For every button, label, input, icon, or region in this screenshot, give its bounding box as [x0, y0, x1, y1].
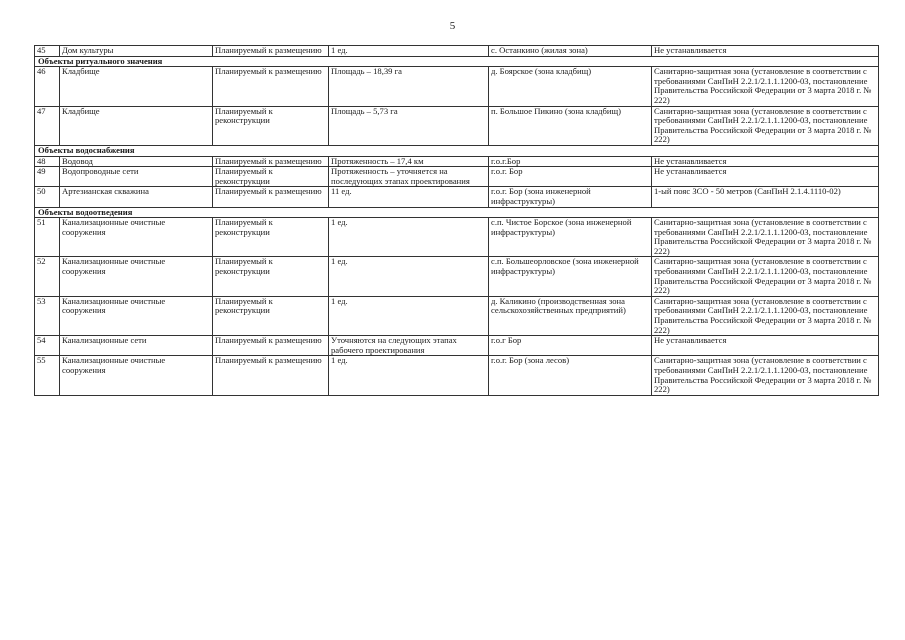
row-number: 49 [35, 167, 60, 187]
object-status: Планируемый к размещению [213, 336, 329, 356]
object-status: Планируемый к реконструкции [213, 218, 329, 257]
object-parameters: Площадь – 5,73 га [329, 106, 489, 145]
table-row [35, 46, 879, 57]
object-status: Планируемый к размещению [213, 187, 329, 207]
object-name: Дом культуры [60, 46, 213, 57]
object-location: г.о.г Бор [489, 336, 652, 356]
object-zone: Санитарно-защитная зона (установление в соответствии с требованиями СанПиН 2.2.1/2.1.1.1200-03, постановление Правительства Российской Федерации от 3 марта 2018 г. № 222) [652, 67, 879, 106]
row-number: 55 [35, 356, 60, 395]
object-status: Планируемый к реконструкции [213, 106, 329, 145]
section-row [35, 145, 879, 156]
object-status: Планируемый к реконструкции [213, 257, 329, 296]
object-status: Планируемый к размещению [213, 156, 329, 167]
object-name: Канализационные очистные сооружения [60, 356, 213, 395]
table-row [35, 257, 879, 296]
object-parameters: Протяженность – уточняется на последующих этапах проектирования [329, 167, 489, 187]
object-parameters: 1 ед. [329, 296, 489, 335]
object-location: с. Останкино (жилая зона) [489, 46, 652, 57]
object-location: с.п. Большеорловское (зона инженерной инфраструктуры) [489, 257, 652, 296]
object-name: Канализационные очистные сооружения [60, 257, 213, 296]
object-zone: 1-ый пояс ЗСО - 50 метров (СанПиН 2.1.4.1110-02) [652, 187, 879, 207]
object-zone: Не устанавливается [652, 46, 879, 57]
table-row [35, 67, 879, 106]
object-location: г.о.г. Бор [489, 167, 652, 187]
object-status: Планируемый к размещению [213, 67, 329, 106]
object-zone: Санитарно-защитная зона (установление в соответствии с требованиями СанПиН 2.2.1/2.1.1.1200-03, постановление Правительства Российской Федерации от 3 марта 2018 г. № 222) [652, 218, 879, 257]
row-number: 45 [35, 46, 60, 57]
object-location: с.п. Чистое Борское (зона инженерной инфраструктуры) [489, 218, 652, 257]
object-name: Канализационные очистные сооружения [60, 296, 213, 335]
row-number: 48 [35, 156, 60, 167]
table-row [35, 356, 879, 395]
object-parameters: 1 ед. [329, 218, 489, 257]
row-number: 47 [35, 106, 60, 145]
object-parameters: 1 ед. [329, 356, 489, 395]
object-location: г.о.г.Бор [489, 156, 652, 167]
row-number: 52 [35, 257, 60, 296]
table-row [35, 187, 879, 207]
section-row [35, 207, 879, 218]
object-name: Водовод [60, 156, 213, 167]
object-zone: Не устанавливается [652, 336, 879, 356]
object-status: Планируемый к размещению [213, 46, 329, 57]
page-number: 5 [449, 20, 456, 32]
object-status: Планируемый к реконструкции [213, 167, 329, 187]
section-title: Объекты ритуального значения [35, 56, 879, 67]
object-parameters: Площадь – 18,39 га [329, 67, 489, 106]
table-row [35, 106, 879, 145]
object-status: Планируемый к реконструкции [213, 296, 329, 335]
object-name: Кладбище [60, 67, 213, 106]
object-name: Водопроводные сети [60, 167, 213, 187]
table-row [35, 296, 879, 335]
row-number: 46 [35, 67, 60, 106]
table-row [35, 218, 879, 257]
row-number: 54 [35, 336, 60, 356]
objects-table-body [35, 46, 879, 396]
object-name: Кладбище [60, 106, 213, 145]
object-name: Канализационные очистные сооружения [60, 218, 213, 257]
object-parameters: Протяженность – 17,4 км [329, 156, 489, 167]
object-name: Артезианская скважина [60, 187, 213, 207]
object-parameters: 1 ед. [329, 257, 489, 296]
table-row [35, 336, 879, 356]
row-number: 50 [35, 187, 60, 207]
object-zone: Санитарно-защитная зона (установление в соответствии с требованиями СанПиН 2.2.1/2.1.1.1200-03, постановление Правительства Российской Федерации от 3 марта 2018 г. № 222) [652, 356, 879, 395]
object-parameters: 1 ед. [329, 46, 489, 57]
object-parameters: Уточняются на следующих этапах рабочего проектирования [329, 336, 489, 356]
object-zone: Санитарно-защитная зона (установление в соответствии с требованиями СанПиН 2.2.1/2.1.1.1200-03, постановление Правительства Российской Федерации от 3 марта 2018 г. № 222) [652, 296, 879, 335]
object-name: Канализационные сети [60, 336, 213, 356]
object-zone: Санитарно-защитная зона (установление в соответствии с требованиями СанПиН 2.2.1/2.1.1.1200-03, постановление Правительства Российской Федерации от 3 марта 2018 г. № 222) [652, 257, 879, 296]
object-zone: Не устанавливается [652, 156, 879, 167]
object-location: д. Каликино (производственная зона сельскохозяйственных предприятий) [489, 296, 652, 335]
object-status: Планируемый к размещению [213, 356, 329, 395]
object-parameters: 11 ед. [329, 187, 489, 207]
object-location: д. Боярское (зона кладбищ) [489, 67, 652, 106]
object-location: п. Большое Пикино (зона кладбищ) [489, 106, 652, 145]
object-location: г.о.г. Бор (зона лесов) [489, 356, 652, 395]
row-number: 51 [35, 218, 60, 257]
row-number: 53 [35, 296, 60, 335]
object-zone: Санитарно-защитная зона (установление в соответствии с требованиями СанПиН 2.2.1/2.1.1.1200-03, постановление Правительства Российской Федерации от 3 марта 2018 г. № 222) [652, 106, 879, 145]
table-row [35, 167, 879, 187]
table-row [35, 156, 879, 167]
object-zone: Не устанавливается [652, 167, 879, 187]
section-title: Объекты водоотведения [35, 207, 879, 218]
section-title: Объекты водоснабжения [35, 145, 879, 156]
section-row [35, 56, 879, 67]
objects-table [34, 45, 879, 396]
object-location: г.о.г. Бор (зона инженерной инфраструктуры) [489, 187, 652, 207]
